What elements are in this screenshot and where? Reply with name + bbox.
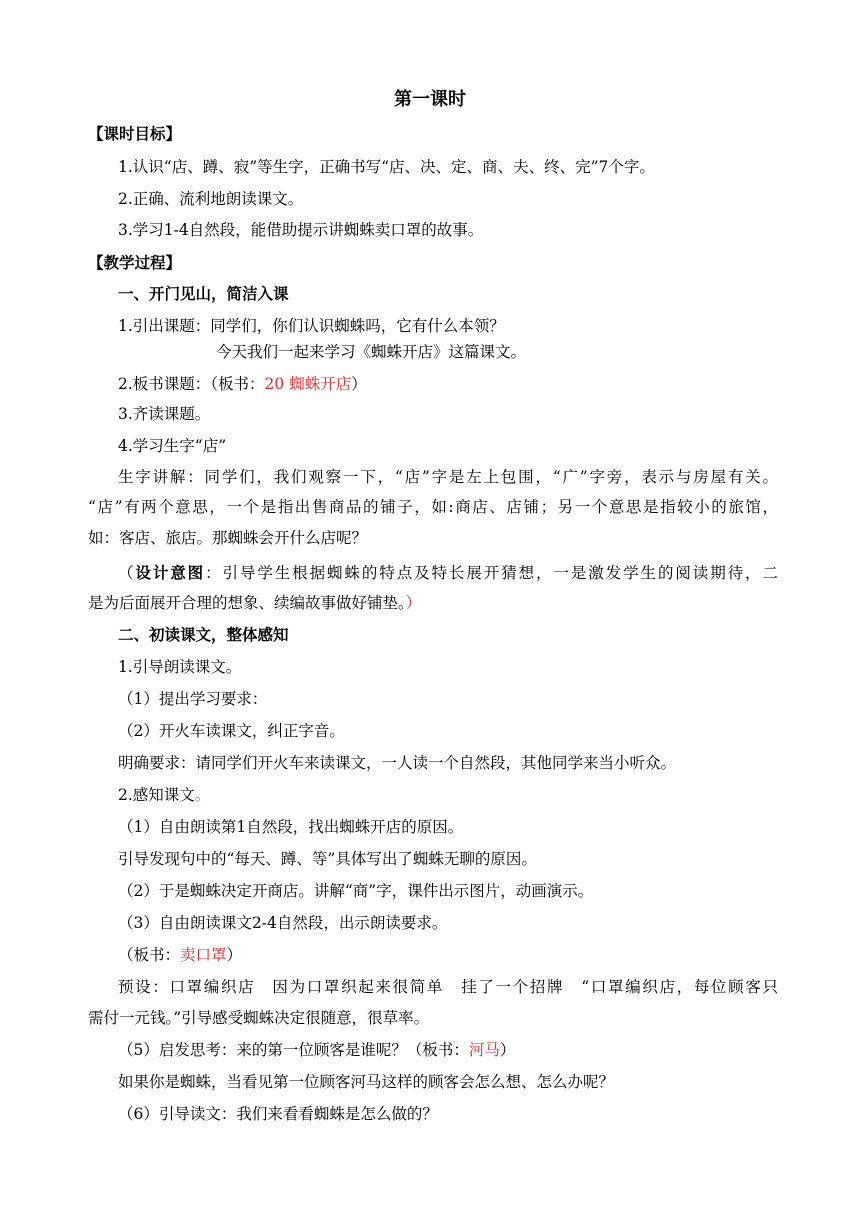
paragraph-line: 如果你是蜘蛛，当看见第一位顾客河马这样的顾客会怎么想、怎么办呢？	[118, 1073, 615, 1091]
text-span: 是为后面展开合理的想象、续编故事做好铺垫。	[88, 594, 406, 612]
objective-item: 2.正确、流利地朗读课文。	[118, 190, 304, 208]
text-span: （5）启发思考：来的第一位顾客是谁呢？（板书：	[118, 1041, 469, 1059]
paragraph-line: 3.齐读课题。	[118, 405, 211, 423]
text-span: ：引导学生根据蜘蛛的特点及特长展开猜想，一是激发学生的阅读期待，二	[205, 564, 778, 582]
paragraph-line	[118, 945, 242, 965]
paragraph-line: （1）自由朗读第1自然段，找出蜘蛛开店的原因。	[118, 818, 464, 836]
design-intent-label: 设计意图	[135, 563, 206, 582]
paragraph-line	[118, 374, 367, 394]
board-note: 河马	[468, 1041, 500, 1059]
paragraph-line: （1）提出学习要求：	[118, 690, 268, 708]
paragraph-line: （6）引导读文：我们来看看蜘蛛是怎么做的？	[118, 1105, 438, 1123]
text-span: ）	[351, 375, 367, 393]
board-title: 20 蜘蛛开店	[264, 375, 352, 393]
paragraph-line: 1.引导朗读课文。	[118, 658, 242, 676]
paragraph-line: 如：客店、旅店。那蜘蛛会开什么店呢？	[88, 529, 368, 547]
objective-item: 3.学习1-4自然段，能借助提示讲蜘蛛卖口罩的故事。	[118, 221, 484, 239]
paragraph-line: 4.学习生字“店”	[118, 437, 227, 455]
paragraph-line	[118, 785, 210, 805]
text-span: 2.感知课文	[118, 786, 195, 804]
objective-item: 1.认识“店、蹲、寂”等生字，正确书写“店、决、定、商、夫、终、完”7个字。	[118, 158, 655, 176]
process-heading: 【教学过程】	[88, 254, 182, 272]
text-span: ）	[226, 946, 243, 964]
section-title: 一、开门见山，简洁入课	[118, 285, 289, 303]
text-span: ）	[499, 1041, 516, 1059]
board-note: 卖口罩	[180, 946, 227, 964]
page-title: 第一课时	[394, 89, 466, 110]
paragraph-line	[118, 1040, 515, 1060]
section-title: 二、初读课文，整体感知	[118, 626, 289, 644]
paragraph-line: 引导发现句中的“每天、蹲、等”具体写出了蜘蛛无聊的原因。	[118, 850, 537, 868]
paragraph-line: 明确要求：请同学们开火车来读课文，一人读一个自然段，其他同学来当小听众。	[118, 754, 677, 772]
objectives-heading: 【课时目标】	[88, 125, 182, 143]
paragraph-line: “店”有两个意思，一个是指出售商品的铺子，如:商店、店铺；另一个意思是指较小的旅馆，	[88, 498, 778, 516]
paragraph-line: 预设：口罩编织店 因为口罩织起来很简单 挂了一个招牌 “口罩编织店，每位顾客只	[118, 978, 778, 996]
paragraph-line: 需付一元钱。”引导感受蜘蛛决定很随意，很草率。	[88, 1009, 430, 1027]
paragraph-line: 1.引出课题：同学们，你们认识蜘蛛吗，它有什么本领？	[118, 317, 505, 335]
paragraph-line: （3）自由朗读课文2-4自然段，出示朗读要求。	[118, 914, 448, 932]
paragraph-line: （2）开火车读课文，纠正字音。	[118, 722, 345, 740]
design-intent-line	[88, 593, 421, 613]
paragraph-line: （2）于是蜘蛛决定开商店。讲解“商”字，课件出示图片，动画演示。	[118, 882, 594, 900]
paragraph-line: 生字讲解：同学们，我们观察一下，“店”字是左上包围，“广”字旁，表示与房屋有关。	[118, 468, 778, 486]
text-span: ）	[405, 594, 422, 612]
text-span: （	[118, 564, 136, 582]
paragraph-line: 今天我们一起来学习《蜘蛛开店》这篇课文。	[216, 343, 527, 361]
text-span: 。	[194, 786, 211, 804]
text-span: （板书：	[118, 946, 181, 964]
text-span: 2.板书课题：（板书：	[118, 375, 265, 393]
design-intent-line	[118, 563, 778, 583]
